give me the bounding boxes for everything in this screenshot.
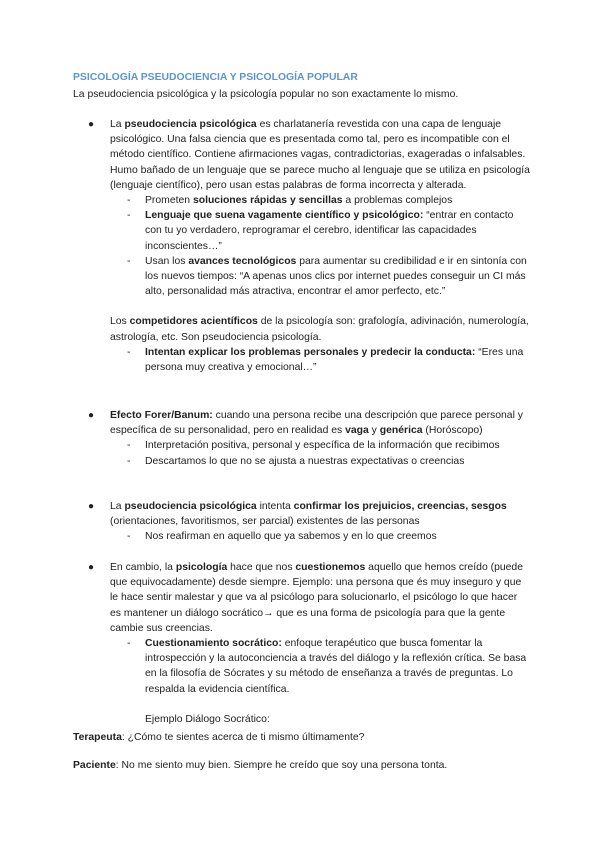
sub-item: - Lenguaje que suena vagamente científico y psicológico: “entrar en contacto con tu yo verdadero, reprogramar el cerebro, identificar las capacidades inconscientes…” [127,210,514,252]
bullet-marker: ● [88,501,95,512]
bullet-efecto-forer [88,408,530,469]
bullet-psicologia [88,560,530,727]
bullet-marker: ● [88,562,95,573]
bullet-marker: ● [88,410,95,421]
sub-item: - Usan los avances tecnológicos para aumentar su credibilidad e ir en sintonía con los nuevos tiempos: “A apenas unos clics por internet puedes conseguir un CI más alto, personalidad más atractiva, encontrar el amor perfecto, etc.” [127,255,527,298]
sub-item: - Nos reafirman en aquello que ya sabemos y en lo que creemos [127,531,437,543]
bullet-prejuicios [88,499,530,545]
example-heading: Ejemplo Diálogo Socrático: [145,713,270,725]
sub-item: - Descartamos lo que no se ajusta a nuestras expectativas o creencias [127,455,465,467]
bullet-pseudociencia [88,117,530,375]
dialog-line-patient: Paciente: No me siento muy bien. Siempre he creído que soy una persona tonta. [73,760,448,771]
document-title: PSICOLOGÍA PSEUDOCIENCIA Y PSICOLOGÍA POPULAR [73,72,358,83]
bullet-text: Efecto Forer/Banum: cuando una persona recibe una descripción que parece personal y específica de su personalidad, pero en realidad es vaga y genérica (Horóscopo) [110,410,523,437]
sub-item: - Prometen soluciones rápidas y sencillas a problemas complejos [127,195,453,207]
competitors-paragraph: Los competidores acientíficos de la psicología son: grafología, adivinación, numerología, astrología, etc. Son pseudociencia psicología. [110,316,529,343]
dialog-line-therapist: Terapeuta: ¿Cómo te sientes acerca de ti mismo últimamente? [73,732,365,743]
bullet-text: En cambio, la psicología hace que nos cuestionemos aquello que hemos creído (puede que equivocadamente) desde siempre. Ejemplo: una persona que és muy inseguro y que le hace sentir malestar y que va al psicólogo para solucionarlo, el psicólogo lo que hacer es mantener un diálogo socrático→ que es una forma de psicología para que la gente cambie sus creencias. [110,562,523,634]
bullet-marker: ● [88,119,95,130]
sub-item: - Cuestionamiento socrático: enfoque terapéutico que busca fomentar la introspección y la autoconciencia a través del diálogo y la reflexión crítica. Se basa en la filosofía de Sócrates y su método de enseñanza a través de preguntas. Lo respalda la evidencia científica. [127,638,527,695]
bullet-text: La pseudociencia psicológica intenta confirmar los prejuicios, creencias, sesgos (orientaciones, favoritismos, ser parcial) existentes de las personas [110,501,507,528]
bullet-text: La pseudociencia psicológica es charlatanería revestida con una capa de lenguaje psicológico. Una falsa ciencia que es presentada como tal, pero es incompatible con el método científico. Contiene afirmaciones vagas, contradictorias, exageradas o infalsables. Humo bañado de un lenguaje que se parece mucho al lenguaje que se utiliza en psicología (lenguaje científico), pero usan estas palabras de forma incorrecta y alterada. [110,119,530,191]
intro-paragraph: La pseudociencia psicológica y la psicología popular no son exactamente lo mismo. [73,89,459,100]
sub-item: - Interpretación positiva, personal y específica de la información que recibimos [127,440,500,452]
sub-item: - Intentan explicar los problemas personales y predecir la conducta: “Eres una persona muy creativa y emocional…” [127,346,524,374]
